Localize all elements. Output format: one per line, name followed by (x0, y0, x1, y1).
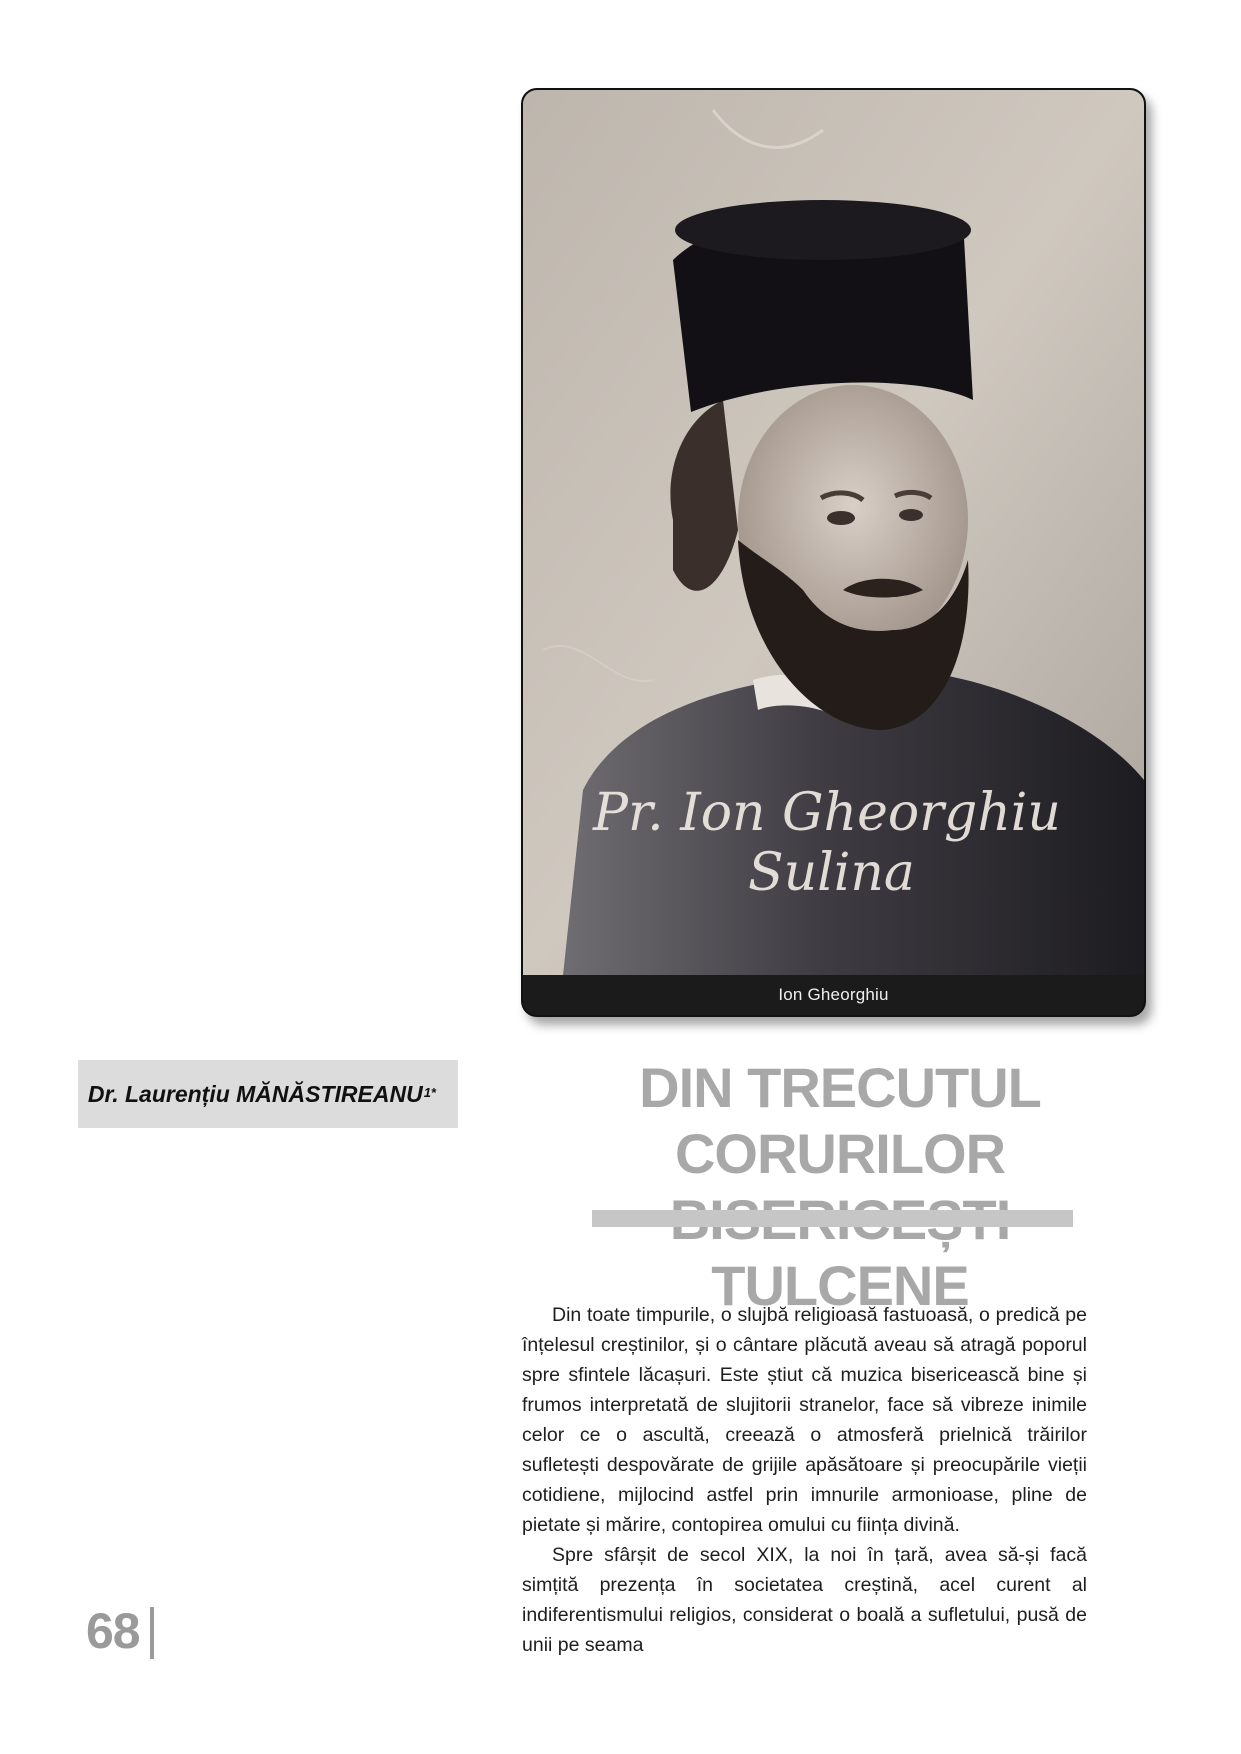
page-number: 68 (86, 1603, 140, 1659)
page-number-divider (150, 1607, 154, 1659)
article-title: DIN TRECUTUL CORURILOR TULCENE (639, 1056, 1041, 1317)
title-underline (592, 1210, 1073, 1227)
paragraph: Din toate timpurile, o slujbă religioasă fastuoasă, o predică pe înțelesul creștinilor, și o cântare plăcută aveau să atragă poporul spre sfintele lăcașuri. Este știut că muzica bisericească bine și frumos interpretată de slujitorii stranelor, face să vibreze inimile celor ce o ascultă, creează o atmosferă prielnică trăirilor sufletești despovărate de grijile apăsătoare și preocupările vieții cotidiene, mijlocind astfel prin imnurile armonioase, pline de pietate și mărire, contopirea omului cu ființa divină. (522, 1304, 1087, 1536)
article-body (522, 1300, 1087, 1660)
photo-inscription-name: Pr. Ion Gheorghiu (593, 783, 1061, 843)
portrait-photo (523, 90, 1144, 975)
photo-caption: Ion Gheorghiu (523, 975, 1144, 1015)
photo-inscription-place: Sulina (748, 843, 915, 903)
author-box (78, 1060, 458, 1128)
author-name: Dr. Laurențiu MĂNĂSTIREANU (87, 1080, 423, 1107)
portrait-photo-card (521, 88, 1146, 1017)
author-footnote-mark: 1* (423, 1084, 436, 1100)
paragraph: Spre sfârșit de secol XIX, la noi în țară, avea să-și facă simțită prezența în societatea creștină, acel curent al indiferentismului religios, considerat o boală a sufletului, pusă de unii pe seama (522, 1544, 1087, 1656)
